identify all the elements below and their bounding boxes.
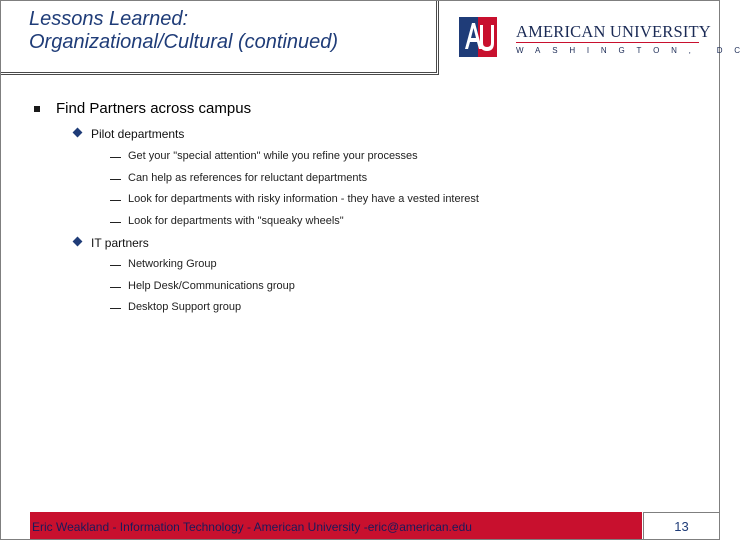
- logo-wordmark: AMERICAN UNIVERSITY: [516, 22, 711, 41]
- footer-bar: [30, 512, 642, 539]
- diamond-bullet-icon: [73, 128, 83, 138]
- sub-bullet-it-partners: IT partners: [91, 236, 149, 250]
- dash-bullet-icon: [110, 287, 121, 288]
- list-item: Help Desk/Communications group: [128, 280, 295, 292]
- au-monogram-icon: [459, 17, 497, 57]
- dash-bullet-icon: [110, 200, 121, 201]
- list-item: Can help as references for reluctant departments: [128, 172, 368, 184]
- title-line-1: Lessons Learned:: [29, 8, 189, 30]
- logo-rule: [516, 42, 699, 43]
- dash-bullet-icon: [110, 222, 121, 223]
- list-item: Get your "special attention" while you refine your processes: [128, 150, 418, 162]
- diamond-bullet-icon: [73, 237, 83, 247]
- list-item: Look for departments with "squeaky wheels": [128, 215, 344, 227]
- list-item: Desktop Support group: [128, 301, 242, 313]
- main-bullet: Find Partners across campus: [56, 100, 252, 117]
- list-item: Networking Group: [128, 258, 217, 270]
- american-university-logo: [459, 17, 752, 61]
- sub-bullet-pilot-departments: Pilot departments: [91, 127, 185, 141]
- list-item: Look for departments with risky information - they have a vested interest: [128, 193, 479, 205]
- slide-title: [29, 8, 338, 54]
- title-line-2: Organizational/Cultural (continued): [29, 31, 339, 53]
- page-number-box: [643, 512, 720, 540]
- title-box: [1, 1, 439, 75]
- dash-bullet-icon: [110, 265, 121, 266]
- dash-bullet-icon: [110, 179, 121, 180]
- dash-bullet-icon: [110, 157, 121, 158]
- dash-bullet-icon: [110, 308, 121, 309]
- logo-location: WASHINGTON, DC: [516, 46, 752, 55]
- footer-text: Eric Weakland - Information Technology - American University -eric@american.edu: [32, 520, 472, 534]
- page-number: 13: [674, 519, 689, 534]
- square-bullet-icon: [34, 106, 40, 112]
